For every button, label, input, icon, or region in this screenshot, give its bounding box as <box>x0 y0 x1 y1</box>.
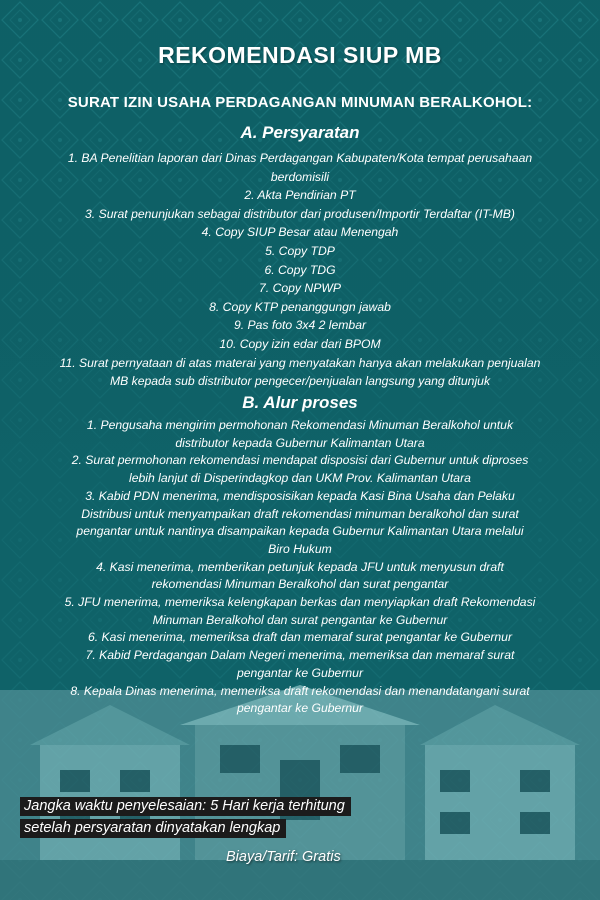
list-item: 2. Surat permohonan rekomendasi mendapat disposisi dari Gubernur untuk diproses <box>71 453 529 468</box>
list-item: 7. Copy NPWP <box>259 281 341 296</box>
list-item: 6. Kasi menerima, memeriksa draft dan memaraf surat pengantar ke Gubernur <box>87 630 513 645</box>
completion-time-line-2: setelah persyaratan dinyatakan lengkap <box>20 819 286 838</box>
completion-time-line-1: Jangka waktu penyelesaian: 5 Hari kerja terhitung <box>20 797 351 816</box>
list-item: berdomisili <box>270 169 330 184</box>
list-item: 10. Copy izin edar dari BPOM <box>219 336 381 351</box>
list-item: 1. Pengusaha mengirim permohonan Rekomendasi Minuman Beralkohol untuk <box>86 418 514 432</box>
process-list <box>30 417 570 718</box>
section-a-heading: A. Persyaratan <box>240 123 360 142</box>
list-item: pengantar ke Gubernur <box>236 665 364 680</box>
list-item: distributor kepada Gubernur Kalimantan Utara <box>175 435 425 450</box>
list-item: 4. Kasi menerima, memberikan petunjuk kepada JFU untuk menyusun draft <box>96 559 504 574</box>
list-item: 9. Pas foto 3x4 2 lembar <box>233 318 367 333</box>
section-b-heading: B. Alur proses <box>242 393 358 412</box>
list-item: 4. Copy SIUP Besar atau Menengah <box>201 225 399 240</box>
list-item: 5. JFU menerima, memeriksa kelengkapan berkas dan menyiapkan draft Rekomendasi <box>64 595 536 610</box>
list-item: pengantar untuk nantinya disampaikan kepada Gubernur Kalimantan Utara melalui <box>76 524 524 539</box>
list-item: lebih lanjut di Disperindagkop dan UKM Prov. Kalimantan Utara <box>129 471 471 486</box>
page-subtitle: SURAT IZIN USAHA PERDAGANGAN MINUMAN BERALKOHOL: <box>67 94 533 111</box>
tariff-note: Biaya/Tarif: Gratis <box>226 849 341 865</box>
list-item: 3. Kabid PDN menerima, mendisposisikan kepada Kasi Bina Usaha dan Pelaku <box>85 488 515 503</box>
list-item: 6. Copy TDG <box>264 262 336 277</box>
list-item: 8. Copy KTP penanggungn jawab <box>209 299 391 314</box>
list-item: 3. Surat penunjukan sebagai distributor dari produsen/Importir Terdaftar (IT-MB) <box>85 206 515 221</box>
requirements-list <box>30 149 570 391</box>
list-item: pengantar ke Gubernur <box>236 701 364 716</box>
list-item: 2. Akta Pendirian PT <box>244 188 356 203</box>
list-item: 1. BA Penelitian laporan dari Dinas Perdagangan Kabupaten/Kota tempat perusahaan <box>67 151 533 165</box>
list-item: Distribusi untuk menyampaikan draft rekomendasi minuman beralkohol dan surat <box>81 506 519 521</box>
page-title: REKOMENDASI SIUP MB <box>158 42 442 68</box>
list-item: Minuman Beralkohol dan surat pengantar ke Gubernur <box>152 612 448 627</box>
completion-time-note <box>20 797 351 841</box>
list-item: 11. Surat pernyataan di atas materai yang menyatakan hanya akan melakukan penjualan <box>59 355 541 370</box>
list-item: 5. Copy TDP <box>265 243 335 258</box>
list-item: 8. Kepala Dinas menerima, memeriksa draft rekomendasi dan menandatangani surat <box>70 683 530 698</box>
list-item: 7. Kabid Perdagangan Dalam Negeri menerima, memeriksa dan memaraf surat <box>85 648 515 663</box>
list-item: Biro Hukum <box>268 541 332 556</box>
list-item: rekomendasi Minuman Beralkohol dan surat pengantar <box>151 577 449 592</box>
list-item: MB kepada sub distributor pengecer/penjualan langsung yang ditunjuk <box>109 374 491 389</box>
